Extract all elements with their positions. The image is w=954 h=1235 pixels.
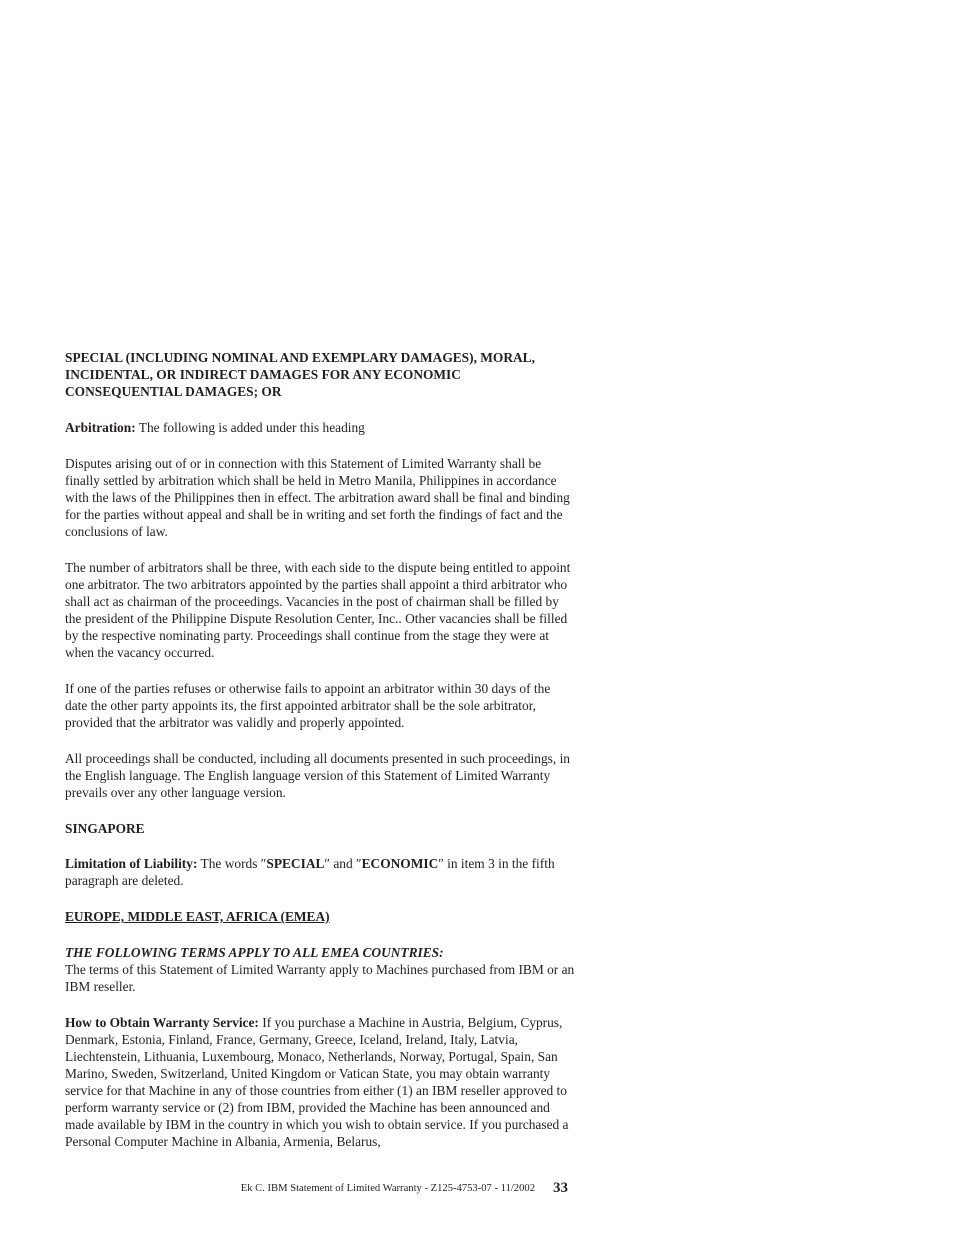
language-paragraph: All proceedings shall be conducted, including all documents presented in such proceedings, in the English language. The English language version of this Statement of Limited Warranty prevails over any other language version. (65, 750, 570, 800)
page-body (65, 349, 575, 1169)
emea-heading: EUROPE, MIDDLE EAST, AFRICA (EMEA) (65, 909, 330, 924)
limitation-text-2: ″ and ″ (324, 856, 362, 872)
arbitrators-number-paragraph: The number of arbitrators shall be three, with each side to the dispute being entitled to appoint one arbitrator. The two arbitrators appointed by the parties shall appoint a third arbitrator who shall act as chairman of the proceedings. Vacancies in the post of chairman shall be filled by the president of the Philippine Dispute Resolution Center, Inc.. Other vacancies shall be filled by the respective nominating party. Proceedings shall continue from the stage they were at when the vacancy occurred. (65, 559, 571, 661)
disputes-paragraph: Disputes arising out of or in connection with this Statement of Limited Warranty shall be finally settled by arbitration which shall be held in Metro Manila, Philippines in accordance with the laws of the Philippines then in effect. The arbitration award shall be final and binding for the parties without appeal and shall be in writing and set forth the findings of fact and the conclusions of law. (65, 455, 570, 539)
arbitration-text: The following is added under this heading (135, 419, 365, 435)
special-damages-paragraph: SPECIAL (INCLUDING NOMINAL AND EXEMPLARY DAMAGES), MORAL, INCIDENTAL, OR INDIRECT DAMAGES FOR ANY ECONOMIC CONSEQUENTIAL DAMAGES; OR (65, 350, 535, 400)
emea-subheading: THE FOLLOWING TERMS APPLY TO ALL EMEA COUNTRIES: (65, 944, 444, 960)
limitation-paragraph (65, 855, 575, 889)
page-number: 33 (553, 1180, 568, 1196)
warranty-service-text: If you purchase a Machine in Austria, Belgium, Cyprus, Denmark, Estonia, Finland, France, Germany, Greece, Iceland, Ireland, Italy, Latvia, Liechtenstein, Lithuania, Luxembourg, Monaco, Netherlands, Norway, Portugal, Spain, San Marino, Sweden, Switzerland, United Kingdom or Vatican State, you may obtain warranty service for that Machine in any of those countries from either (1) an IBM reseller approved to perform warranty service or (2) from IBM, provided the Machine has been announced and made available by IBM in the country in which you wish to obtain service. If you purchased a Personal Computer Machine in Albania, Armenia, Belarus, (65, 1014, 569, 1150)
warranty-service-paragraph (65, 1014, 575, 1151)
limitation-text-1: The words ″ (197, 856, 267, 872)
singapore-heading: SINGAPORE (65, 820, 145, 836)
warranty-service-label: How to Obtain Warranty Service: (65, 1014, 259, 1030)
limitation-special: SPECIAL (266, 856, 325, 872)
arbitration-label: Arbitration: (65, 419, 136, 435)
page-footer (0, 1180, 954, 1200)
limitation-text-3: ″ in item 3 in the fifth paragraph are deleted. (65, 856, 555, 889)
arbitration-paragraph (65, 419, 575, 436)
footer-title: Ek C. IBM Statement of Limited Warranty - Z125-4753-07 - 11/2002 (240, 1183, 535, 1194)
terms-paragraph: The terms of this Statement of Limited Warranty apply to Machines purchased from IBM or an IBM reseller. (65, 961, 575, 994)
refusal-paragraph: If one of the parties refuses or otherwise fails to appoint an arbitrator within 30 days of the date the other party appoints its, the first appointed arbitrator shall be the sole arbitrator, provided that the arbitrator was validly and properly appointed. (65, 680, 551, 730)
limitation-label: Limitation of Liability: (65, 856, 198, 872)
limitation-economic: ECONOMIC (361, 856, 439, 872)
